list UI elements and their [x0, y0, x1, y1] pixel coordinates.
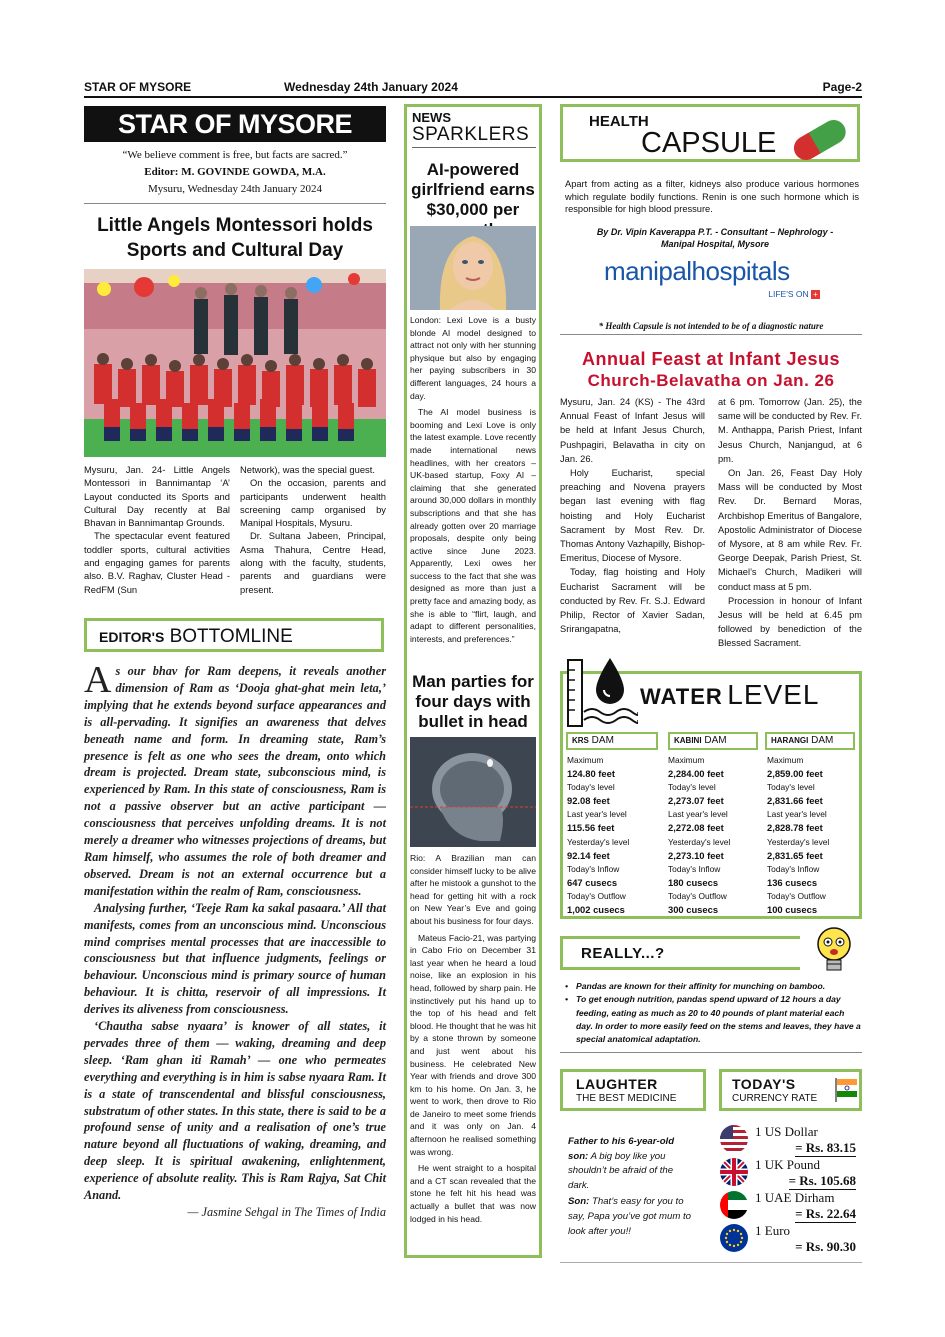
dam-label: Yesterday's level: [668, 836, 731, 847]
editor-para: s our bhav for Ram deepens, it reveals another dimension of Ram as ‘Dooja ghat-ghat mein leta,’ implying that he extends beyond surface appearances and is all-pervading. It signifies an awareness that delves beneath name and form. In dreaming state, Ram’s presence is felt as one who sees the dream, onto which dream is projected. Dream state, subconscious mind, is experienced by Ram. In this state of consciousness, Ram is not a passive observer but an active participant — consciousness that perceives unfolding dreams. It is not merely a dreamer who witnesses projections of dreams, but Ram himself, who assumes the role of both dreamer and observed. Dream is not an external occurrence but a manifestation within the realm of Ram, consciousness.: [84, 664, 386, 898]
dam-label: Today's Inflow: [567, 863, 620, 874]
masthead-banner: [84, 106, 386, 142]
manipal-tag-text: LIFE'S ON: [768, 289, 809, 299]
editor-para: ‘Chautha sabse nyaara’ is knower of all states, it pervades three of them — waking, dreaming and deep sleep. ‘Ram ghan iti Ramah’ — one who permeates everything and everything is in him is sabse nyaara Ram. It is a state of transcendental and blissful consciousness, substratum of other states. In this state, there is said to be a profound sense of unity and a realisation of one’s true nature beyond all fluctuations of waking, dreaming, and deep sleep. It is spiritual awakening, enlightenment, experience of absolute reality. This is Ram Rajya, Sat Chit Anand.: [84, 1019, 386, 1203]
dam-label: Today's level: [668, 782, 716, 793]
currency-rate: = Rs. 105.68: [788, 1173, 856, 1188]
us-flag-icon: [719, 1124, 749, 1154]
dam-value: 2,272.08 feet: [668, 822, 724, 834]
dam-label: Maximum: [767, 755, 804, 765]
uk-flag-icon: [719, 1157, 749, 1187]
header-page: Page-2: [822, 80, 862, 94]
currency-rate: = Rs. 90.30: [795, 1239, 856, 1254]
currency-row-aed: [719, 1188, 862, 1221]
masthead-motto: “We believe comment is free, but facts are sacred.”: [122, 149, 348, 161]
manipal-tag: [740, 289, 820, 299]
dam-label: Last year's level: [567, 809, 627, 820]
water-title: [640, 679, 850, 711]
dam-name: KABINI: [674, 736, 702, 745]
feast-para: Holy Eucharist, special preaching and Novena prayers began last evening with flag hoisting and Holy Eucharist Sacrament by Most Rev. Dr. Thomas Antony Vazhapilly, Bishop-Emeritus, Diocese of Mysore.: [560, 468, 705, 564]
currency-row-eur: [719, 1221, 862, 1254]
dam-label: Today's level: [567, 782, 615, 793]
montessori-col2: [240, 463, 386, 596]
page-header: [84, 78, 862, 98]
dam-value: 136 cusecs: [767, 876, 818, 888]
story2-text: [410, 852, 536, 1225]
currency-unit: 1 Euro: [755, 1223, 791, 1238]
divider: [560, 1262, 862, 1263]
dam-value: 300 cusecs: [668, 904, 719, 916]
story2-para: Rio: A Brazilian man can consider himself lucky to be alive after he mistook a gunshot to the head for getting hit with a rock on New Year’s Eve and going about his business for four days.: [410, 853, 536, 926]
header-paper: STAR OF MYSORE: [84, 80, 192, 94]
masthead-title: STAR OF MYSORE: [117, 109, 352, 139]
dropcap: A: [84, 659, 112, 701]
feast-headline-2: Church-Belavatha on Jan. 26: [587, 371, 835, 390]
dam-label: Last year's level: [668, 809, 728, 820]
ai-woman-image: [410, 226, 536, 310]
really-item-text: To get enough nutrition, pandas spend upward of 12 hours a day feeding, eating as much as 20 to 40 pounds of plant material each day. In order to more easily feed on the stems and leaves, they have a special anatomical adaptation.: [576, 994, 861, 1045]
dam-value: 180 cusecs: [668, 876, 719, 888]
water-drop-icon: [566, 656, 638, 728]
feast-para: Procession in honour of Infant Jesus will be held at 6.45 pm followed by benediction of the Blessed Sacrament.: [718, 595, 862, 649]
health-disclaimer: * Health Capsule is not intended to be of a diagnostic nature: [598, 321, 824, 331]
health-title-light: CAPSULE: [641, 127, 777, 159]
masthead-info: [84, 147, 386, 198]
sparklers-title-light: SPARKLERS: [412, 124, 530, 145]
dam-label: Maximum: [567, 755, 604, 765]
sparklers-title-bold: NEWS: [412, 110, 451, 125]
currency-subtitle: CURRENCY RATE: [732, 1093, 818, 1104]
dam-label: Today's Inflow: [668, 863, 721, 874]
manipal-logo: manipalhospitals: [604, 256, 790, 286]
dam-value: 2,828.78 feet: [767, 822, 823, 834]
editor-para: Analysing further, ‘Teeje Ram ka sakal pasaara.’ All that manifests, comes from an unconscious mind. Unconscious mind comprises mental processes that are inaccessible to consciousness but that influence judgments, feelings or behaviour. Unconscious mind is primary source of human behaviour. It is chitta, reservoir of all impressions. It derives its aliveness from consciousness.: [84, 900, 386, 1017]
editor-credit: — Jasmine Sehgal in The Times of India: [187, 1205, 386, 1219]
dam-value: 115.56 feet: [567, 822, 615, 834]
currency-unit: 1 UK Pound: [755, 1157, 821, 1172]
story1-para: The AI model business is booming and Lexi Love is only the latest example. Love recently made international news headlines, with her creators – UK-based startup, Foxy AI – claiming that she generated around 30,000 dollars in monthly subscriptions and that she has already gotten over 20 marriage proposals, despite only being active since June 2023. Apparently, Lexi owes her success to the fact that she was designed as more than just a pretty face and amazing body, as she is able to “flirt, laugh, and adapt to different personalities, interests, and preferences.”: [410, 407, 536, 644]
laughter-header: [560, 1069, 706, 1111]
dam-value: 2,284.00 feet: [668, 768, 724, 780]
dam-header-krs: [566, 732, 658, 750]
eu-flag-icon: [719, 1223, 749, 1253]
dam-label: Last year's level: [767, 809, 827, 820]
montessori-para: Dr. Sultana Jabeen, Principal, Asma Thahura, Centre Head, along with the faculty, students, parents and guardians were present.: [240, 530, 386, 595]
editor-box-header: [84, 618, 384, 652]
water-title-light: LEVEL: [727, 679, 820, 710]
sparklers-title: [412, 110, 536, 148]
joke-line: A big boy like you shouldn’t be afraid of the dark.: [568, 1150, 674, 1191]
dam-label: Today's Outflow: [668, 890, 727, 901]
dam-label: Today's Outflow: [767, 890, 826, 901]
ct-scan-photo: [410, 737, 536, 847]
dam-label: Yesterday's level: [567, 836, 630, 847]
divider: [560, 334, 862, 335]
dam-value: 124.80 feet: [567, 768, 615, 780]
lightbulb-icon: [812, 924, 856, 976]
dam-label: Maximum: [668, 755, 705, 765]
dam-label: Yesterday's level: [767, 836, 830, 847]
dam-value: 2,273.07 feet: [668, 795, 724, 807]
dam-label: Today's Outflow: [567, 890, 626, 901]
dam-value: 2,273.10 feet: [668, 849, 724, 861]
joke-speaker: Father to his 6-year-old son:: [568, 1136, 675, 1162]
montessori-para: On the occasion, parents and participants underwent health screening camp organised by Manipal Hospitals, Mysuru.: [240, 477, 386, 529]
montessori-para: The spectacular event featured toddler sports, cultural activities and engaging games for parents also. B.V. Raghav, Cluster Head - RedFM (Sun: [84, 530, 230, 595]
dam-suffix: DAM: [704, 735, 727, 746]
dam-header-kabini: [668, 732, 758, 750]
laughter-subtitle: THE BEST MEDICINE: [576, 1093, 677, 1104]
currency-unit: 1 UAE Dirham: [755, 1190, 835, 1205]
water-title-bold: WATER: [640, 684, 723, 709]
india-flag-icon: [834, 1076, 858, 1102]
really-item: • Pandas are known for their affinity for munching on bamboo.: [565, 980, 861, 993]
dam-value: 92.14 feet: [567, 849, 610, 861]
plus-icon: +: [811, 290, 820, 299]
feast-para: Today, flag hoisting and Holy Eucharist Sacrament will be conducted by Rev. Fr. S.J. Edward Philip, Rector of Xavier Sadan, Srirangapatna,: [560, 567, 705, 635]
feast-headline: [560, 348, 862, 392]
dam-column-kabini: [668, 754, 764, 917]
editor-title-bold: EDITOR'S: [99, 629, 165, 645]
story2-headline: Man parties for four days with bullet in head: [412, 672, 534, 731]
dam-value: 2,831.65 feet: [767, 849, 823, 861]
laughter-joke: [568, 1135, 696, 1239]
really-header: [560, 936, 800, 970]
currency-header: [719, 1069, 862, 1111]
montessori-para: Mysuru, Jan. 24- Little Angels Montessori in Bannimantap ‘A’ Layout conducted its Sports and Cultural Day recently at Bal Bhavan in Bannimantap Grounds.: [84, 464, 230, 529]
story2-para: He went straight to a hospital and a CT scan revealed that the stone he felt hit his head was actually a bullet that was now lodged in his head.: [410, 1163, 536, 1224]
health-header: [560, 104, 860, 162]
currency-rate: = Rs. 83.15: [795, 1140, 856, 1155]
dam-value: 2,831.66 feet: [767, 795, 823, 807]
editor-title-light: BOTTOMLINE: [169, 626, 293, 647]
feast-para: Mysuru, Jan. 24 (KS) - The 43rd Annual Feast of Infant Jesus will be held at Infant Jesus Church, Pushpagiri, Belavatha in city on Jan. 26.: [560, 397, 705, 464]
header-date: Wednesday 24th January 2024: [284, 80, 458, 94]
dam-column-harangi: [767, 754, 859, 917]
really-title: REALLY...?: [581, 945, 665, 962]
currency-title: TODAY'S: [732, 1076, 796, 1092]
feast-para: at 6 pm. Tomorrow (Jan. 25), the same will be conducted by Rev. Fr. M. Anthappa, Parish Priest, Infant Jesus Church, Nanjangud, at 6 pm.: [718, 397, 862, 464]
montessori-photo: [84, 269, 386, 457]
dam-value: 647 cusecs: [567, 876, 618, 888]
divider: [560, 1052, 862, 1053]
dam-column-krs: [567, 754, 663, 917]
joke-line: That’s easy for you to say, Papa you’ve got mum to look after you!!: [568, 1196, 692, 1237]
feast-headline-1: Annual Feast at Infant Jesus: [581, 349, 841, 369]
montessori-col1: [84, 463, 230, 596]
currency-list: [719, 1122, 862, 1254]
feast-col2: [718, 395, 862, 651]
currency-rate: = Rs. 22.64: [795, 1206, 856, 1221]
dam-header-harangi: [765, 732, 855, 750]
group-photo-image: [84, 269, 386, 457]
masthead-dateline: Mysuru, Wednesday 24th January 2024: [148, 183, 322, 195]
really-item: • To get enough nutrition, pandas spend upward of 12 hours a day feeding, eating as much as 20 to 40 pounds of plant material each day. In order to more easily feed on the stems and leaves, they have a special anatomical adaptation.: [565, 993, 861, 1046]
laughter-title: LAUGHTER: [576, 1076, 658, 1092]
health-text: Apart from acting as a filter, kidneys also produce various hormones which regulate bodily functions. Renin is one such hormone which is responsible for high blood pressure.: [565, 179, 859, 214]
dam-value: 1,002 cusecs: [567, 904, 625, 916]
uae-flag-icon: [719, 1190, 749, 1220]
masthead-editor: Editor: M. GOVINDE GOWDA, M.A.: [144, 166, 326, 178]
dam-value: 92.08 feet: [567, 795, 610, 807]
dam-label: Today's level: [767, 782, 815, 793]
montessori-para: Network), was the special guest.: [240, 464, 375, 475]
editor-article: [84, 659, 386, 1221]
story1-para: London: Lexi Love is a busty blonde AI model designed to attract not only with her stunning physique but also by engaging her paying subscribers in 30 different languages, 24 hours a day.: [410, 315, 536, 401]
feast-para: On Jan. 26, Feast Day Holy Mass will be conducted by Most Rev. Dr. Bernard Moras, Archbishop Emeritus of Bangalore, Apostolic Administrator of Diocese of Mysore, at 8 am while Rev. Fr. George Deepak, Parish Priest, St. Michael’s Church, Madikeri will conduct mass at 5 pm.: [718, 468, 862, 592]
really-item-text: Pandas are known for their affinity for munching on bamboo.: [576, 981, 826, 991]
capsule-icon: [783, 109, 867, 165]
dam-value: 100 cusecs: [767, 904, 818, 916]
health-title-bold: HEALTH: [589, 113, 649, 130]
dam-suffix: DAM: [591, 735, 614, 746]
health-byline: By Dr. Vipin Kaverappa P.T. - Consultant – Nephrology - Manipal Hospital, Mysore: [596, 227, 834, 249]
currency-unit: 1 US Dollar: [755, 1124, 818, 1139]
currency-row-usd: [719, 1122, 862, 1155]
montessori-headline: Little Angels Montessori holds Sports and Cultural Day: [97, 215, 373, 261]
ai-model-photo: [410, 226, 536, 310]
really-list: [565, 980, 861, 1046]
divider: [84, 203, 386, 204]
dam-suffix: DAM: [811, 735, 834, 746]
joke-speaker: Son:: [568, 1196, 590, 1208]
story1-headline: AI-powered girlfriend earns $30,000 per: [411, 160, 535, 219]
story2-para: Mateus Facio-21, was partying in Cabo Frio on December 31 last year when he heard a loud noise, like an explosion in his head, followed by sharp pain. He instinctively put his hand up to the top of his head and felt blood. He thought that he was hit by a stone thrown by someone and just went about his business. He celebrated New Year with friends and drove 300 km to his home. On Jan. 3, he went to work, then drove to Rio de Janeiro to meet some friends and it was only on Jan. 4 afternoon he realised something was wrong.: [410, 932, 536, 1157]
currency-row-gbp: [719, 1155, 862, 1188]
feast-col1: [560, 395, 705, 636]
dam-label: Today's Inflow: [767, 863, 820, 874]
story1-text: [410, 314, 536, 645]
dam-name: HARANGI: [771, 736, 809, 745]
ct-scan-image: [410, 737, 536, 847]
dam-value: 2,859.00 feet: [767, 768, 823, 780]
dam-name: KRS: [572, 736, 589, 745]
